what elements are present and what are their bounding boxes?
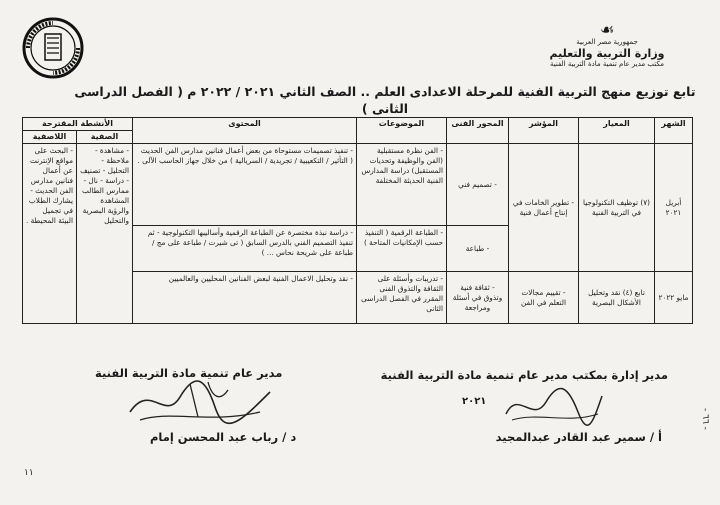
cell-topics: - تدريبات وأسئلة على الثقافة والتذوق الفنى المقرر في الفصل الدراسى الثانى <box>357 272 447 324</box>
cell-topics: - الطباعة الرقمية ( التنفيذ حسب الإمكانيات المتاحة ) <box>357 226 447 272</box>
right-signatory-title: مدير إدارة بمكتب مدير عام تنمية مادة التربية الفنية <box>380 368 668 382</box>
cell-content: - نقد وتحليل الاعمال الفنية لبعض الفنانين المحليين والعالميين <box>133 272 357 324</box>
col-extracurricular-header: اللاصفية <box>23 131 77 144</box>
cell-classroom-activities: - مشاهدة - ملاحظة - التحليل - تصنيف - دراسة - نال - ممارس الطالب المشاهدة والرؤية البصرية والتحليل <box>77 144 133 324</box>
ministry-label: وزارة التربية والتعليم <box>549 47 665 60</box>
col-axis-header: المحور الفنى <box>447 118 509 144</box>
col-topics-header: الموضوعات <box>357 118 447 144</box>
left-signature-scribble-icon <box>120 372 280 432</box>
ministry-header <box>532 22 682 69</box>
cell-topics: - الفن نظرة مستقبلية (الفن والوظيفة وتحديات المستقبل) دراسة المدارس الفنية الحديثة المختلفة <box>357 144 447 226</box>
col-month-header: الشهر <box>655 118 693 144</box>
office-label: مكتب مدير عام تنمية مادة التربية الفنية <box>550 60 664 68</box>
republic-label: جمهورية مصر العربية <box>576 38 638 46</box>
cell-indicator: - تقييم مجالات التعلم في الفن <box>509 272 579 324</box>
office-seal-logo-icon <box>14 16 92 80</box>
cell-axis: - تصميم فني <box>447 144 509 226</box>
document-title: تابع توزيع منهج التربية الفنية للمرحلة الاعدادى العلم .. الصف الثاني ٢٠٢١ / ٢٠٢٢ م ( الفصل الدراسى الثانى ) <box>74 84 696 116</box>
eagle-emblem-icon: ☙ <box>599 20 615 39</box>
side-page-number: - ٦٦ - <box>700 408 710 430</box>
cell-axis: - طباعة <box>447 226 509 272</box>
cell-standard: (٧) توظيف التكنولوجيا في التربية الفنية <box>579 144 655 272</box>
cell-standard: تابع (٤) نقد وتحليل الأشكال البصرية <box>579 272 655 324</box>
left-signatory-title: مدير عام تنمية مادة التربية الفنية <box>95 366 283 380</box>
cell-indicator: - تطوير الخامات في إنتاج أعمال فنية <box>509 144 579 272</box>
cell-extracurricular-activities: - البحث على مواقع الإنترنت عن أعمال فنانين مدارس الفن الحديث - يشارك الطلاب في تجميل البيئة المحيطة . <box>23 144 77 324</box>
table-row <box>23 144 693 226</box>
cell-content: - تنفيذ تصميمات مستوحاة من بعض أعمال فنانين مدارس الفن الحديث ( التأثير / التكعيبية / تجريدية / السريالية ) من خلال جهاز الحاسب الآلى . <box>133 144 357 226</box>
col-content-header: المحتوى <box>133 118 357 144</box>
col-standard-header: المعيار <box>579 118 655 144</box>
table-header-row <box>23 118 693 131</box>
col-activities-header: الأنشطة المقترحة <box>23 118 133 131</box>
cell-axis: - ثقافة فنية وتذوق في أسئلة ومراجعة <box>447 272 509 324</box>
cell-month: أبريل ٢٠٢١ <box>655 144 693 272</box>
page-number: ١١ <box>24 468 34 478</box>
col-classroom-header: الصفية <box>77 131 133 144</box>
cell-content: - دراسة نبذة مختصرة عن الطباعة الرقمية وأساليبها التكنولوجية - ثم تنفيذ التصميم الفني بالدرس السابق ( تى شيرت / طباعة على مج / طباعة على شريحة نحاس ... ) <box>133 226 357 272</box>
signature-date: ٢٠٢١ <box>462 396 487 407</box>
col-indicator-header: المؤشر <box>509 118 579 144</box>
curriculum-table <box>22 117 693 324</box>
left-signatory-name: د / رباب عبد المحسن إمام <box>150 430 297 444</box>
right-signatory-name: أ / سمير عبد القادر عبدالمجيد <box>495 430 662 444</box>
right-signature-scribble-icon <box>498 384 608 428</box>
cell-month: مايو ٢٠٢٢ <box>655 272 693 324</box>
